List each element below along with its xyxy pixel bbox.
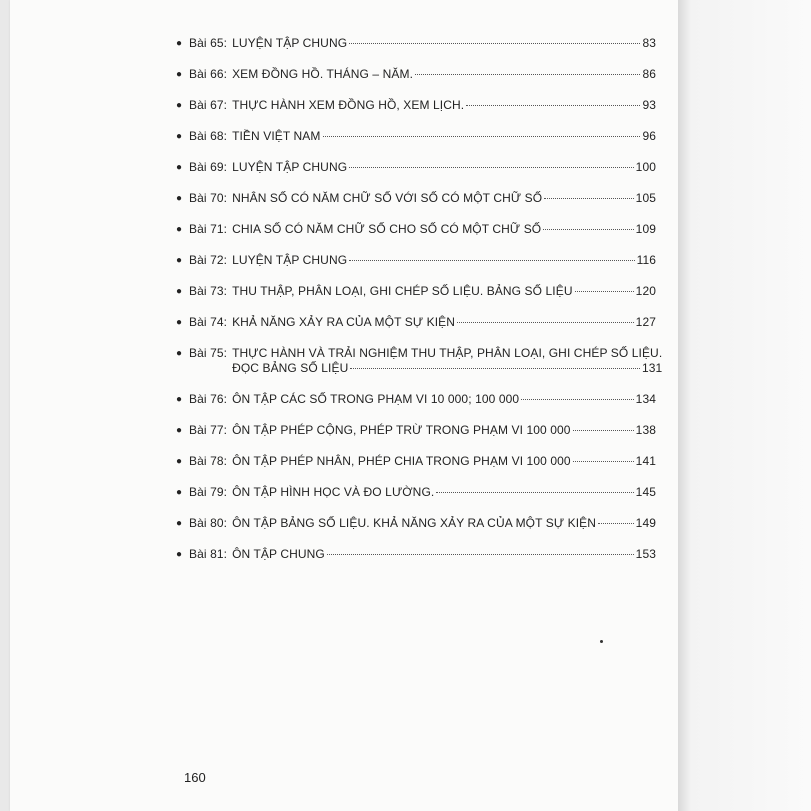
dot-leader (349, 167, 634, 168)
lesson-number: Bài 65: (189, 36, 228, 50)
lesson-title: ÔN TẬP CHUNG (232, 547, 325, 561)
toc-entry-72[interactable] (176, 253, 656, 284)
page-ref: 153 (635, 547, 656, 561)
toc-entry-67[interactable] (176, 98, 656, 129)
bullet-icon: ● (176, 394, 183, 405)
lesson-number: Bài 74: (189, 315, 228, 329)
lesson-number: Bài 73: (189, 284, 228, 298)
bullet-icon: ● (176, 518, 183, 529)
toc-entry-79[interactable] (176, 485, 656, 516)
ink-speck (600, 640, 603, 643)
bullet-icon: ● (176, 100, 183, 111)
page-ref: 100 (635, 160, 656, 174)
bullet-icon: ● (176, 317, 183, 328)
lesson-title: CHIA SỐ CÓ NĂM CHỮ SỐ CHO SỐ CÓ MỘT CHỮ SỐ (232, 222, 542, 236)
book-page (10, 0, 678, 811)
bullet-icon: ● (176, 549, 183, 560)
bullet-icon: ● (176, 425, 183, 436)
dot-leader (573, 461, 634, 462)
toc-entry-77[interactable] (176, 423, 656, 454)
bullet-icon: ● (176, 487, 183, 498)
page-ref: 145 (635, 485, 656, 499)
dot-leader (573, 430, 634, 431)
lesson-title: ÔN TẬP PHÉP NHÂN, PHÉP CHIA TRONG PHẠM VI 100 000 (232, 454, 571, 468)
dot-leader (349, 43, 640, 44)
lesson-title: ÔN TẬP PHÉP CỘNG, PHÉP TRỪ TRONG PHẠM VI 100 000 (232, 423, 571, 437)
lesson-number: Bài 69: (189, 160, 228, 174)
page-ref: 131 (641, 361, 663, 375)
lesson-number: Bài 78: (189, 454, 228, 468)
lesson-title-continued: ĐỌC BẢNG SỐ LIỆU (232, 361, 349, 375)
bullet-icon: ● (176, 286, 183, 297)
page-ref: 93 (642, 98, 656, 112)
lesson-number: Bài 71: (189, 222, 228, 236)
lesson-title: ÔN TẬP BẢNG SỐ LIỆU. KHẢ NĂNG XẢY RA CỦA MỘT SỰ KIỆN (232, 516, 597, 530)
bullet-icon: ● (176, 162, 183, 173)
lesson-title: NHÂN SỐ CÓ NĂM CHỮ SỐ VỚI SỐ CÓ MỘT CHỮ SỐ (232, 191, 543, 205)
page-ref: 127 (635, 315, 656, 329)
dot-leader (323, 136, 641, 137)
lesson-title: TIỀN VIỆT NAM (232, 129, 321, 143)
page-ref: 96 (642, 129, 656, 143)
page-ref: 116 (636, 253, 656, 267)
dot-leader (349, 260, 634, 261)
lesson-title: LUYỆN TẬP CHUNG (232, 253, 348, 267)
toc-entry-71[interactable] (176, 222, 656, 253)
lesson-number: Bài 79: (189, 485, 228, 499)
lesson-title: LUYỆN TẬP CHUNG (232, 36, 348, 50)
lesson-number: Bài 66: (189, 67, 228, 81)
lesson-number: Bài 76: (189, 392, 228, 406)
lesson-number: Bài 81: (189, 547, 228, 561)
lesson-number: Bài 72: (189, 253, 228, 267)
bullet-icon: ● (176, 255, 183, 266)
toc-entry-76[interactable] (176, 392, 656, 423)
book-gutter (678, 0, 811, 811)
dot-leader (327, 554, 634, 555)
bullet-icon: ● (176, 131, 183, 142)
toc-entry-78[interactable] (176, 454, 656, 485)
lesson-title: ÔN TẬP CÁC SỐ TRONG PHẠM VI 10 000; 100 000 (232, 392, 520, 406)
lesson-title: KHẢ NĂNG XẢY RA CỦA MỘT SỰ KIỆN (232, 315, 456, 329)
page-number: 160 (184, 770, 206, 785)
toc-entry-70[interactable] (176, 191, 656, 222)
page-ref: 105 (635, 191, 656, 205)
dot-leader (543, 229, 633, 230)
lesson-number: Bài 68: (189, 129, 228, 143)
dot-leader (350, 368, 640, 369)
bullet-icon: ● (176, 348, 183, 359)
lesson-number: Bài 77: (189, 423, 228, 437)
dot-leader (544, 198, 633, 199)
page-ref: 86 (642, 67, 656, 81)
page-ref: 134 (635, 392, 656, 406)
page-ref: 83 (642, 36, 656, 50)
lesson-title: LUYỆN TẬP CHUNG (232, 160, 348, 174)
toc-entry-65[interactable] (176, 36, 656, 67)
lesson-title: THỰC HÀNH VÀ TRẢI NGHIỆM THU THẬP, PHÂN LOẠI, GHI CHÉP SỐ LIỆU. (232, 346, 663, 360)
lesson-title: ÔN TẬP HÌNH HỌC VÀ ĐO LƯỜNG. (232, 485, 435, 499)
bullet-icon: ● (176, 456, 183, 467)
table-of-contents (176, 36, 663, 578)
bullet-icon: ● (176, 38, 183, 49)
page-ref: 120 (635, 284, 656, 298)
bullet-icon: ● (176, 69, 183, 80)
page-ref: 141 (635, 454, 656, 468)
dot-leader (598, 523, 634, 524)
bullet-icon: ● (176, 193, 183, 204)
lesson-title: XEM ĐỒNG HỒ. THÁNG – NĂM. (232, 67, 414, 81)
toc-entry-69[interactable] (176, 160, 656, 191)
toc-entry-80[interactable] (176, 516, 656, 547)
toc-entry-68[interactable] (176, 129, 656, 160)
lesson-title: THU THẬP, PHÂN LOẠI, GHI CHÉP SỐ LIỆU. BẢNG SỐ LIỆU (232, 284, 573, 298)
toc-entry-81[interactable] (176, 547, 656, 578)
toc-entry-73[interactable] (176, 284, 656, 315)
lesson-title: THỰC HÀNH XEM ĐỒNG HỒ, XEM LỊCH. (232, 98, 465, 112)
dot-leader (415, 74, 640, 75)
dot-leader (575, 291, 634, 292)
page-ref: 149 (635, 516, 656, 530)
page-ref: 138 (635, 423, 656, 437)
lesson-number: Bài 70: (189, 191, 228, 205)
lesson-number: Bài 75: (189, 346, 228, 360)
dot-leader (436, 492, 633, 493)
toc-entry-66[interactable] (176, 67, 656, 98)
dot-leader (457, 322, 634, 323)
toc-entry-74[interactable] (176, 315, 656, 346)
toc-entry-75[interactable] (176, 346, 663, 392)
dot-leader (466, 105, 640, 106)
bullet-icon: ● (176, 224, 183, 235)
page-ref: 109 (635, 222, 656, 236)
lesson-number: Bài 67: (189, 98, 228, 112)
lesson-number: Bài 80: (189, 516, 228, 530)
dot-leader (521, 399, 634, 400)
